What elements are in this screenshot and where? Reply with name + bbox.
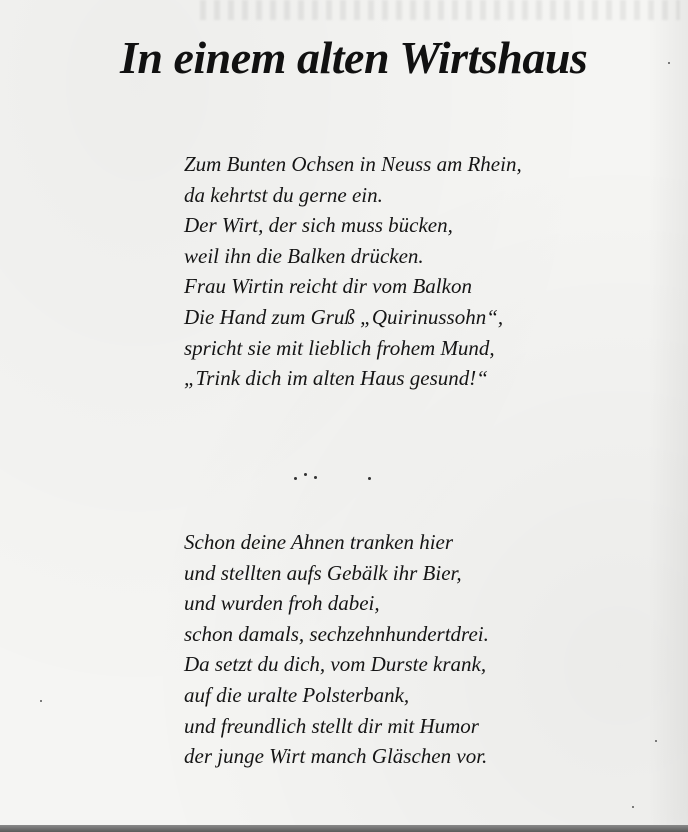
poem-line: Schon deine Ahnen tranken hier [184, 530, 454, 554]
poem-line: Zum Bunten Ochsen in Neuss am Rhein, [184, 152, 522, 176]
stanza-divider-ornament [292, 468, 382, 484]
bleed-through-text [200, 0, 680, 20]
poem-line: der junge Wirt manch Gläschen vor. [184, 744, 488, 769]
poem-line: und stellten aufs Gebälk ihr Bier, [184, 560, 462, 585]
poem-line: Der Wirt, der sich muss bücken, [184, 213, 453, 238]
scan-bottom-edge [0, 825, 688, 832]
poem-line: Da setzt du dich, vom Durste krank, [184, 652, 487, 677]
scan-speck [655, 740, 657, 742]
poem-line: „Trink dich im alten Haus gesund!“ [184, 366, 488, 391]
poem-line: Frau Wirtin reicht dir vom Balkon [184, 274, 472, 299]
scan-speck [40, 700, 42, 702]
poem-line: auf die uralte Polsterbank, [184, 682, 410, 707]
poem-line: weil ihn die Balken drücken. [184, 243, 424, 268]
page-shadow [648, 0, 688, 832]
poem-line: Die Hand zum Gruß „Quirinussohn“, [184, 304, 504, 329]
poem-line: schon damals, sechzehnhundertdrei. [184, 621, 489, 646]
poem-line: und freundlich stellt dir mit Humor [184, 713, 479, 738]
scan-speck [632, 806, 634, 808]
stanza-2 [184, 527, 624, 772]
poem-title: In einem alten Wirtshaus [120, 32, 588, 83]
poem-line: da kehrtst du gerne ein. [184, 182, 383, 207]
poem-line: spricht sie mit lieblich frohem Mund, [184, 335, 495, 360]
stanza-1 [184, 149, 624, 394]
poem-line: und wurden froh dabei, [184, 591, 380, 616]
scan-speck [668, 62, 670, 64]
